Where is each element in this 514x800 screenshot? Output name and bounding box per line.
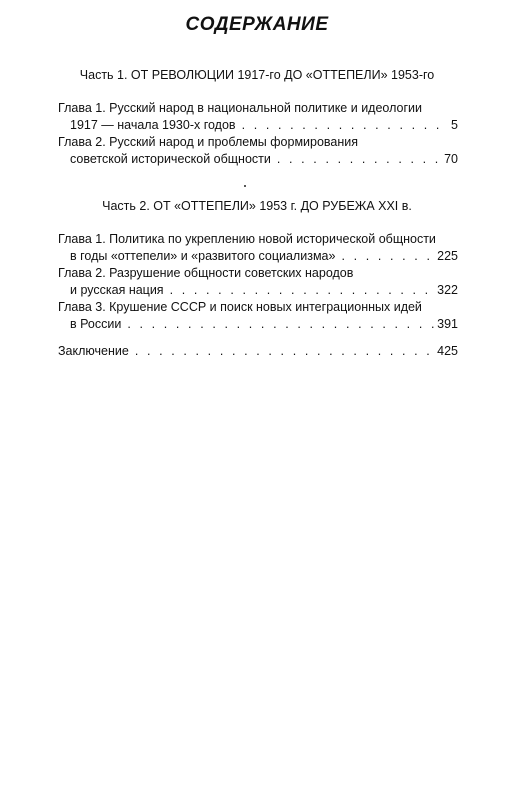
chapter-title-line1: Глава 1. Русский народ в национальной политике и идеологии: [58, 101, 423, 115]
chapter-title-line1: Глава 1. Политика по укреплению новой исторической общности: [58, 232, 436, 246]
page-title: СОДЕРЖАНИЕ: [185, 14, 329, 35]
dot-leader: [277, 151, 442, 168]
chapter-title-line2: в годы «оттепели» и «развитого социализма»: [70, 249, 336, 263]
chapter-title-line2-row: [58, 248, 458, 265]
dot-leader: [127, 316, 435, 333]
part-1-chapter-list: [58, 100, 458, 168]
chapter-title-line2-row: [58, 282, 458, 299]
chapter-title-line2-row: [58, 151, 458, 168]
chapter-title-line1: Глава 2. Русский народ и проблемы формирования: [58, 135, 359, 149]
part-2-heading: Часть 2. ОТ «ОТТЕПЕЛИ» 1953 г. ДО РУБЕЖА XXI в.: [102, 199, 412, 213]
page-number: 425: [437, 344, 458, 358]
chapter-title-line2: советской исторической общности: [70, 152, 271, 166]
toc-entry-part1-chapter2[interactable]: [58, 134, 458, 168]
toc-entry-part2-chapter3[interactable]: [58, 299, 458, 333]
page-number: 225: [437, 249, 458, 263]
conclusion-list: [58, 343, 458, 360]
chapter-title-line1: Глава 3. Крушение СССР и поиск новых интеграционных идей: [58, 300, 422, 314]
chapter-title-line2-row: [58, 117, 458, 134]
page-number: 5: [451, 118, 458, 132]
dot-leader: [135, 343, 435, 360]
chapter-title-line2: 1917 — начала 1930-х годов: [70, 118, 236, 132]
dot-leader: [242, 117, 449, 134]
chapter-title-line2-row: [58, 316, 458, 333]
conclusion-row: [58, 343, 458, 360]
print-speck: [244, 185, 246, 187]
toc-entry-part2-chapter1[interactable]: [58, 231, 458, 265]
page-number: 322: [437, 283, 458, 297]
chapter-title-line1: Глава 2. Разрушение общности советских народов: [58, 266, 354, 280]
conclusion-label: Заключение: [58, 344, 129, 358]
page-number: 391: [437, 317, 458, 331]
chapter-title-line2: в России: [70, 317, 122, 331]
dot-leader: [170, 282, 436, 299]
part-1-heading: Часть 1. ОТ РЕВОЛЮЦИИ 1917-го ДО «ОТТЕПЕЛИ» 1953-го: [79, 68, 435, 82]
page-number: 70: [444, 152, 458, 166]
toc-entry-part1-chapter1[interactable]: [58, 100, 458, 134]
dot-leader: [341, 248, 435, 265]
toc-entry-part2-chapter2[interactable]: [58, 265, 458, 299]
part-2-chapter-list: [58, 231, 458, 333]
chapter-title-line2: и русская нация: [70, 283, 164, 297]
toc-entry-conclusion[interactable]: [58, 343, 458, 360]
